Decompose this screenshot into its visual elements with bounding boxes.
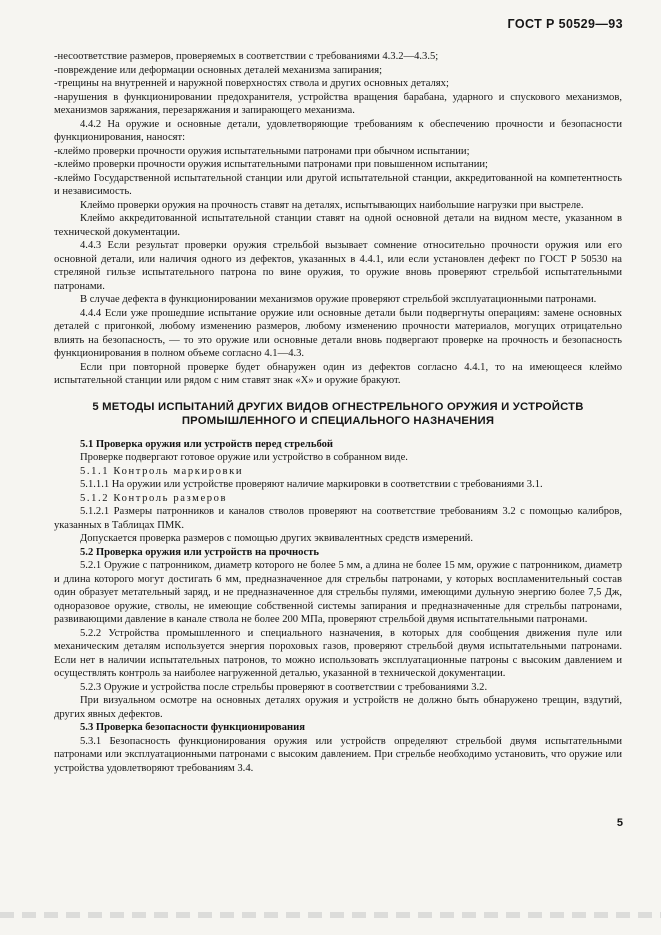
paragraph: 5.1.1.1 На оружии или устройстве проверяют наличие маркировки в соответствии с требованиями 3.1. xyxy=(80,479,543,490)
list-item: -повреждение или деформации основных деталей механизма запирания; xyxy=(54,64,383,76)
scan-artifact-line xyxy=(0,912,661,918)
standard-header: ГОСТ Р 50529—93 xyxy=(507,17,623,31)
paragraph: При визуальном осмотре на основных деталях оружия и устройств не должно быть обнаружено трещин, вздутий, других явных дефектов. xyxy=(54,695,622,720)
paragraph: 5.2.3 Оружие и устройства после стрельбы проверяют в соответствии с требованиями 3.2. xyxy=(80,681,488,693)
paragraph: 4.4.4 Если уже прошедшие испытание оружие или основные детали были подвергнуты операциям: замене основных деталей с пригонкой, любому изменению размеров, любому изменению прочности материалов, могущих отрицательно влиять на безопасность, — то это оружие или основные детали вновь подвергают проверке на прочность и безопасность функционирования в полном объеме согласно 4.1—4.3. xyxy=(54,307,622,359)
paragraph: Проверке подвергают готовое оружие или устройство в собранном виде. xyxy=(80,452,408,463)
subsection-heading: 5.1 Проверка оружия или устройств перед стрельбой xyxy=(80,438,334,450)
paragraph: В случае дефекта в функционировании механизмов оружие проверяют стрельбой эксплуатационными патронами. xyxy=(80,294,597,305)
section-heading: 5 МЕТОДЫ ИСПЫТАНИЙ ДРУГИХ ВИДОВ ОГНЕСТРЕЛЬНОГО ОРУЖИЯ И УСТРОЙСТВ ПРОМЫШЛЕННОГО И СПЕЦИАЛЬНОГО НАЗНАЧЕНИЯ xyxy=(92,400,584,427)
paragraph: Допускается проверка размеров с помощью других эквивалентных средств измерений. xyxy=(80,533,473,544)
paragraph: 5.2.1 Оружие с патронником, диаметр которого не более 5 мм, а длина не более 15 мм, оружие с патронником, диаметр и длина которого могут достигать 6 мм, предназначенное для стрельбы патронами, у которых воспламенительный состав один образует метательный заряд, и не предназначенное для стрельбы пулями, имеющими дульную энергию более 7,5 Дж, одноразовое оружие, стволы, не имеющие собственной системы запирания и предназначенные для стрельбы патронами, развивающими давление в канале ствола не более 200 МПа, проверяют стрельбой двумя испытательными патронами. xyxy=(54,560,622,625)
paragraph: 5.1.2 Контроль размеров xyxy=(80,492,228,504)
list-item: -клеймо проверки прочности оружия испытательными патронами при повышенном испытании; xyxy=(54,159,488,170)
document-body xyxy=(54,50,622,775)
paragraph: 5.3.1 Безопасность функционирования оружия или устройств определяют стрельбой двумя испытательными патронами или эксплуатационными патронами с высоким давлением. При стрельбе необходимо установить, что оружие или устройства удовлетворяют требованиям 3.4. xyxy=(54,735,622,774)
paragraph: 5.1.2.1 Размеры патронников и каналов стволов проверяют на соответствие требованиям 3.2 с помощью калибров, указанных в Таблицах ПМК. xyxy=(54,506,622,531)
list-item: -нарушения в функционировании предохранителя, устройства вращения барабана, ударного и спускового механизмов, механизмов заряжания, перезаряжания и запирающего механизма. xyxy=(54,91,622,116)
subsection-heading: 5.3 Проверка безопасности функционирования xyxy=(80,722,305,733)
list-item: -трещины на внутренней и наружной поверхностях ствола и других основных деталях; xyxy=(54,78,449,89)
page-number: 5 xyxy=(616,817,623,829)
list-item: -клеймо Государственной испытательной станции или другой испытательной станции, аккредитованной на компетентность и независимость. xyxy=(54,172,622,197)
list-item: -клеймо проверки прочности оружия испытательными патронами при обычном испытании; xyxy=(54,145,470,157)
paragraph: 4.4.2 На оружие и основные детали, удовлетворяющие требованиям к обеспечению прочности и безопасности функционирования, наносят: xyxy=(54,118,622,143)
subsection-heading: 5.2 Проверка оружия или устройств на прочность xyxy=(80,546,319,558)
paragraph: 5.2.2 Устройства промышленного и специального назначения, в которых для сообщения движения пуле или механическим деталям используется энергия пороховых газов, проверяют стрельбой двумя испытательными патронами. Если нет в наличии испытательных патронов, то можно использовать эксплуатационные патроны с высоким давлением и осуществлять контроль за наиболее нагруженной деталью, указанной в технической документации. xyxy=(54,627,622,679)
list-item: -несоответствие размеров, проверяемых в соответствии с требованиями 4.3.2—4.3.5; xyxy=(54,51,439,62)
paragraph: 5.1.1 Контроль маркировки xyxy=(80,465,244,477)
paragraph: Клеймо аккредитованной испытательной станции ставят на одной основной детали на видном месте, указанном в технической документации. xyxy=(54,213,622,238)
paragraph: Клеймо проверки оружия на прочность ставят на деталях, испытывающих наибольшие нагрузки при выстреле. xyxy=(80,199,584,211)
paragraph: 4.4.3 Если результат проверки оружия стрельбой вызывает сомнение относительно прочности оружия или его основной детали, или наличия одного из дефектов, указанных в 4.4.1, или если установлен дефект по ГОСТ Р 50530 на стреляной гильзе испытательного патрона по вине оружия, то оружие вновь проверяют стрельбой испытательными патронами. xyxy=(54,240,622,292)
paragraph: Если при повторной проверке будет обнаружен один из дефектов согласно 4.4.1, то на имеющееся клеймо испытательной станции или рядом с ним ставят знак «Х» и оружие бракуют. xyxy=(54,361,622,386)
